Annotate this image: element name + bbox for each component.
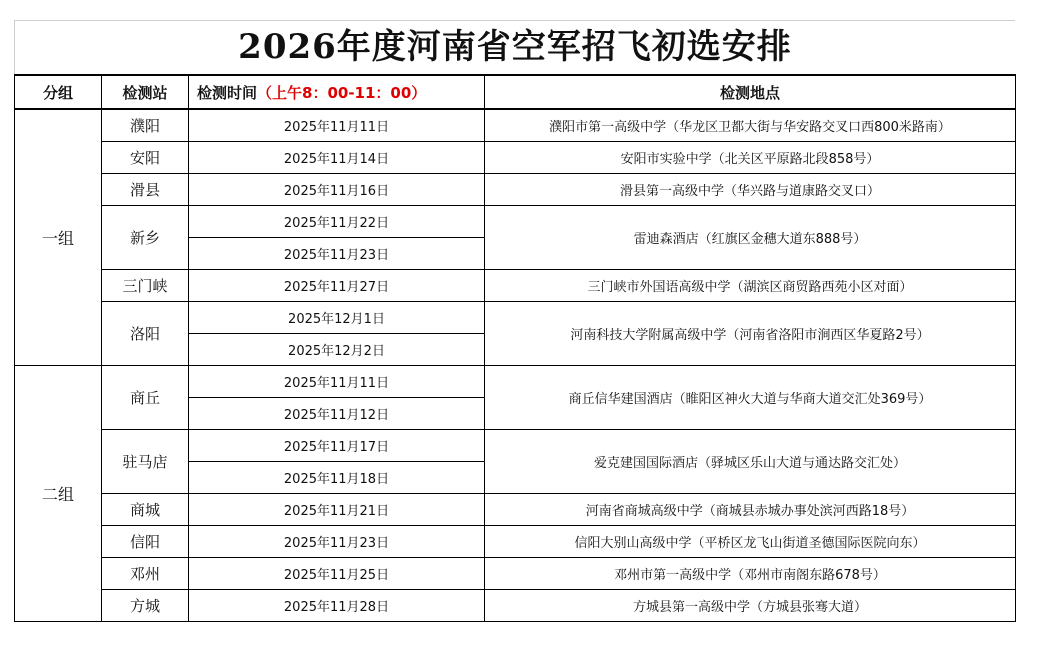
date-cell: 2025年11月28日 [189, 590, 485, 622]
date-cell: 2025年11月11日 [189, 109, 485, 142]
date-cell: 2025年11月21日 [189, 494, 485, 526]
table-row [15, 366, 1016, 398]
location-cell: 商丘信华建国酒店（睢阳区神火大道与华商大道交汇处369号） [485, 366, 1016, 430]
location-cell: 方城县第一高级中学（方城县张骞大道） [485, 590, 1016, 622]
station-cell: 信阳 [102, 526, 189, 558]
date-cell: 2025年12月2日 [189, 334, 485, 366]
date-cell: 2025年11月23日 [189, 526, 485, 558]
date-cell: 2025年12月1日 [189, 302, 485, 334]
table-row [15, 270, 1016, 302]
group-cell: 一组 [15, 109, 102, 366]
station-cell: 方城 [102, 590, 189, 622]
table-header-row [15, 75, 1016, 109]
location-cell: 濮阳市第一高级中学（华龙区卫都大街与华安路交叉口西800米路南） [485, 109, 1016, 142]
location-cell: 滑县第一高级中学（华兴路与道康路交叉口） [485, 174, 1016, 206]
location-cell: 信阳大别山高级中学（平桥区龙飞山街道圣德国际医院向东） [485, 526, 1016, 558]
date-cell: 2025年11月23日 [189, 238, 485, 270]
date-cell: 2025年11月12日 [189, 398, 485, 430]
location-cell: 河南科技大学附属高级中学（河南省洛阳市涧西区华夏路2号） [485, 302, 1016, 366]
header-time-label: 检测时间 [197, 83, 258, 102]
header-time-range: （上午8：00-11：00） [257, 83, 427, 102]
table-row [15, 206, 1016, 238]
table-row [15, 142, 1016, 174]
table-row [15, 494, 1016, 526]
station-cell: 安阳 [102, 142, 189, 174]
schedule-table [14, 74, 1016, 622]
date-cell: 2025年11月22日 [189, 206, 485, 238]
table-row [15, 174, 1016, 206]
schedule-sheet [14, 20, 1015, 650]
location-cell: 河南省商城高级中学（商城县赤城办事处滨河西路18号） [485, 494, 1016, 526]
location-cell: 安阳市实验中学（北关区平原路北段858号） [485, 142, 1016, 174]
date-cell: 2025年11月16日 [189, 174, 485, 206]
group-cell: 二组 [15, 366, 102, 622]
header-station: 检测站 [102, 75, 189, 109]
date-cell: 2025年11月18日 [189, 462, 485, 494]
location-cell: 邓州市第一高级中学（邓州市南阁东路678号） [485, 558, 1016, 590]
table-row [15, 590, 1016, 622]
page-title: 2026年度河南省空军招飞初选安排 [14, 20, 1015, 74]
location-cell: 爱克建国国际酒店（驿城区乐山大道与通达路交汇处） [485, 430, 1016, 494]
date-cell: 2025年11月14日 [189, 142, 485, 174]
station-cell: 濮阳 [102, 109, 189, 142]
station-cell: 邓州 [102, 558, 189, 590]
table-row [15, 430, 1016, 462]
station-cell: 驻马店 [102, 430, 189, 494]
station-cell: 商丘 [102, 366, 189, 430]
date-cell: 2025年11月25日 [189, 558, 485, 590]
date-cell: 2025年11月11日 [189, 366, 485, 398]
location-cell: 雷迪森酒店（红旗区金穗大道东888号） [485, 206, 1016, 270]
station-cell: 新乡 [102, 206, 189, 270]
header-location: 检测地点 [485, 75, 1016, 109]
station-cell: 滑县 [102, 174, 189, 206]
date-cell: 2025年11月27日 [189, 270, 485, 302]
table-row [15, 558, 1016, 590]
station-cell: 商城 [102, 494, 189, 526]
header-group: 分组 [15, 75, 102, 109]
header-time [189, 75, 485, 109]
date-cell: 2025年11月17日 [189, 430, 485, 462]
table-row [15, 109, 1016, 142]
station-cell: 三门峡 [102, 270, 189, 302]
station-cell: 洛阳 [102, 302, 189, 366]
table-row [15, 526, 1016, 558]
table-row [15, 302, 1016, 334]
schedule-body [15, 109, 1016, 622]
location-cell: 三门峡市外国语高级中学（湖滨区商贸路西苑小区对面） [485, 270, 1016, 302]
